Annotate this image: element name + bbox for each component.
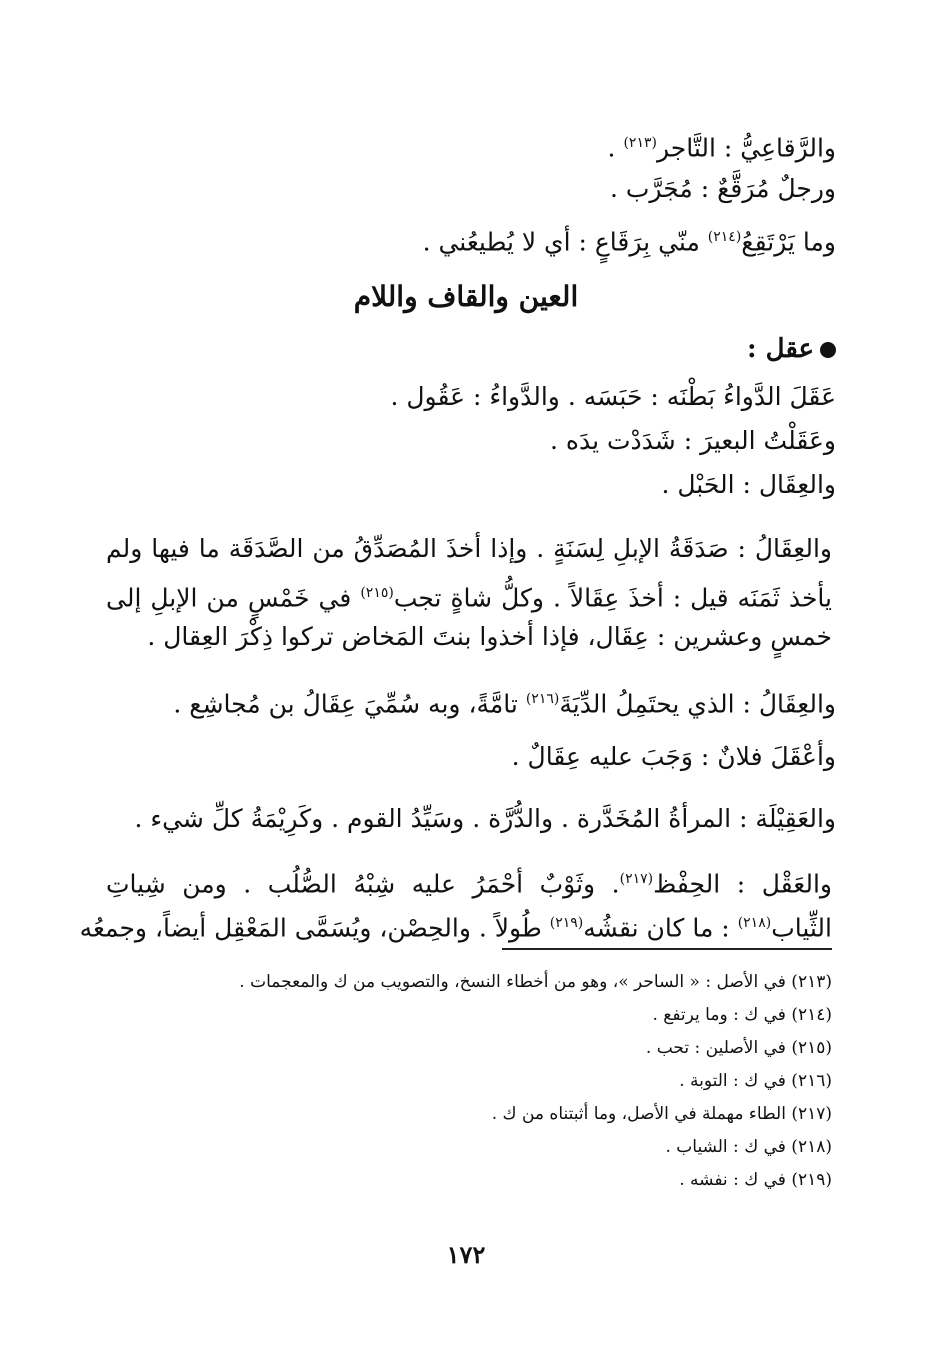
footnote-item: (٢١٦) في ك : التوبة .	[679, 1071, 832, 1091]
entry-text: والرَّقاعِيُّ : التَّاجر	[656, 133, 836, 163]
paragraph-line: والعِقَالُ : صَدَقَةُ الإبلِ لِسَنَةٍ . وإذا أخذَ المُصَدِّقُ من الصَّدَقَة ما فيها ولم	[106, 534, 832, 563]
entry-iqal-habl: والعِقَال : الحَبْل .	[661, 470, 836, 499]
footnote-ref[interactable]: (٢١٧)	[619, 871, 654, 887]
footnote-ref[interactable]: (٢١٦)	[525, 691, 560, 707]
footnote-ref[interactable]: (٢١٨)	[737, 915, 772, 931]
entry-text: والعَقْل : الحِفْظ	[653, 869, 832, 899]
entry-line-tajir	[106, 120, 836, 171]
footnotes	[239, 966, 832, 1197]
entry-text: منّي بِرَقَاعٍ : أي لا يُطيعُني .	[422, 227, 708, 257]
entry-text: .	[607, 133, 624, 163]
entry-aqeela: والعَقِيْلَة : المرأةُ المُخَدَّرة . والدُّرَّة . وسَيِّدُ القوم . وكَرِيْمَةُ كلِّ شيء .	[134, 804, 836, 833]
section-heading: العين والقاف واللام	[353, 280, 579, 313]
entry-text: والعِقَالُ : الذي يحتَمِلُ الدِّيَةَ	[559, 689, 836, 719]
footnote-item: (٢١٣) في الأصل : « الساحر »، وهو من أخطاء النسخ، والتصويب من ك والمعجمات .	[239, 972, 832, 992]
footnote-item: (٢١٧) الطاء مهملة في الأصل، وما أثبتناه من ك .	[491, 1104, 832, 1124]
entry-line-yartaqi	[106, 214, 836, 265]
bullet-icon	[820, 342, 836, 358]
entry-text: : ما كان نقشُه	[583, 913, 738, 943]
paragraph-line	[79, 900, 832, 951]
entry-aqaltu-baeer: وعَقَلْتُ البعيرَ : شَدَدْت يدَه .	[550, 426, 836, 455]
footnote-ref[interactable]: (٢١٥)	[360, 585, 394, 601]
root-label: عقل :	[746, 334, 814, 364]
footnote-item: (٢١٩) في ك : نفشه .	[679, 1170, 832, 1190]
footnote-item: (٢١٥) في الأصلين : تحب .	[645, 1038, 832, 1058]
entry-text: في خَمْسٍ من الإبلِ إلى	[106, 583, 361, 613]
entry-text: طُولاً . والحِصْن، ويُسَمَّى المَعْقِل أيضاً، وجمعُه	[79, 913, 550, 943]
entry-aqala-fulan: وأعْقَلَ فلانٌ : وَجَبَ عليه عِقَالٌ .	[511, 742, 836, 771]
entry-text: وما يَرْتَقِعُ	[741, 227, 836, 257]
entry-text: يأخذ ثَمَنَه قيل : أخذَ عِقَالاً . وكلُّ شاةٍ تجب	[393, 583, 833, 613]
entry-iqal-diya	[106, 676, 836, 727]
footnote-item: (٢١٨) في ك : الشياب .	[665, 1137, 832, 1157]
footnote-divider	[502, 948, 832, 950]
footnote-item: (٢١٤) في ك : وما يرتفع .	[652, 1005, 832, 1025]
footnote-ref[interactable]: (٢١٣)	[623, 135, 657, 151]
entry-text: الثِّياب	[771, 913, 832, 943]
entry-aqala-dawa: عَقَلَ الدَّواءُ بَطْنَه : حَبَسَه . والدَّواءُ : عَقُول .	[390, 382, 836, 411]
root-entry	[747, 334, 836, 364]
entry-text: . وثَوْبٌ أحْمَرُ عليه شِبْهُ الصُّلُب . ومن شِياتِ	[106, 869, 620, 899]
page-number: ١٧٢	[446, 1240, 486, 1269]
footnote-ref[interactable]: (٢١٩)	[549, 915, 584, 931]
entry-text: تامَّةً، وبه سُمِّيَ عِقَالُ بن مُجاشِع .	[173, 689, 526, 719]
footnote-ref[interactable]: (٢١٤)	[707, 229, 742, 245]
entry-line-muraqqa: ورجلٌ مُرَقَّعٌ : مُجَرَّب .	[610, 174, 836, 203]
paragraph-line: خمسٍ وعشرين : عِقَال، فإذا أخذوا بنتَ المَخاض تركوا ذِكْرَ العِقال .	[147, 622, 832, 651]
